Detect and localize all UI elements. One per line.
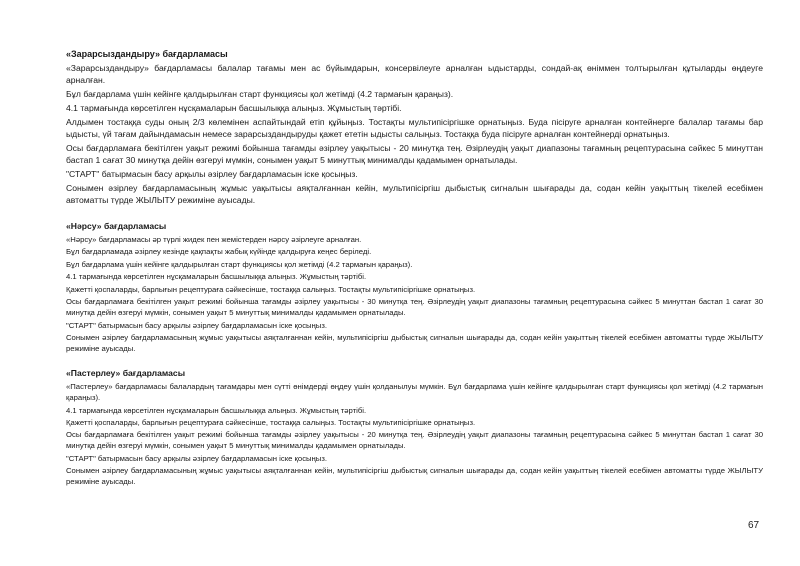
- section-pasteurization: [66, 368, 763, 487]
- paragraph: "СТАРТ" батырмасын басу арқылы әзірлеу бағдарламасын іске қосыңыз.: [66, 320, 327, 330]
- paragraph: Сонымен әзірлеу бағдарламасының жұмыс уақытысы аяқталғаннан кейін, мультипісіргіш дыбыстық сигналын шығарады да, содан кейін уақыттың тікелей есебімен автоматты түрде ЖЫЛЫТУ режиміне ауысады.: [66, 466, 763, 487]
- paragraph: Осы бағдарламаға бекітілген уақыт режимі бойынша тағамды әзірлеу уақытысы - 20 минутқа тең. Әзірлеудің уақыт диапазоны тағамның рецептурасына сәйкес 5 минуттан бастап 1 сағат 30 минутқа дейін өзгеруі мүмкін, сонымен уақыт 5 минуттық минималды қадамымен орнатылады.: [66, 430, 763, 451]
- paragraph: 4.1 тармағында көрсетілген нұсқамаларын басшылыққа алыңыз. Жұмыстың тәртібі.: [66, 103, 402, 114]
- paragraph: «Пастерлеу» бағдарламасы балалардың тағамдары мен сүтті өнімдерді өңдеу үшін қолданылуы мүмкін. Бұл бағдарлама үшін кейінге қалдырылған старт функциясы қол жетімді (4.2 тармағын қараңыз).: [66, 382, 763, 403]
- paragraph: Бұл бағдарлама үшін кейінге қалдырылған старт функциясы қол жетімді (4.2 тармағын қараңыз).: [66, 89, 454, 99]
- paragraph: 4.1 тармағында көрсетілген нұсқамаларын басшылыққа алыңыз. Жұмыстың тәртібі.: [66, 405, 367, 415]
- paragraph: «Зарарсыздандыру» бағдарламасы балалар тағамы мен ас бүйымдарын, консервілеуге арналған ыдыстарды, сондай-ақ өніммен толтырылған құтыларды өңдеуге арналған.: [66, 63, 763, 85]
- page-number: 67: [748, 520, 760, 531]
- paragraph: Бұл бағдарлама үшін кейінге қалдырылған старт функциясы қол жетімді (4.2 тармағын қараңыз).: [66, 259, 413, 269]
- paragraph: «Нәрсу» бағдарламасы әр түрлі жидек пен жемістерден нәрсу әзірлеуге арналған.: [66, 235, 362, 245]
- paragraph: Алдымен тостаққа суды оның 2/3 көлемінен аспайтындай етіп құйыңыз. Тостақты мультипісіргішке орнатыңыз. Буда пісіруге арналған контейнерге балалар тағамы бар ыдысты, үй тағам дайындамасын немесе зарарсыздандыруды қажет ететін ыдысты салыңыз. Тостаққа буда пісіруге арналған контейнерді орнатыңыз.: [66, 117, 763, 140]
- paragraph: Сонымен әзірлеу бағдарламасының жұмыс уақытысы аяқталғаннан кейін, мультипісіргіш дыбыстық сигналын шығарады да, содан кейін уақыттың тікелей есебімен автоматты түрде ЖЫЛЫТУ режиміне ауысады.: [66, 332, 763, 354]
- section-juice: [66, 221, 763, 354]
- paragraph: "СТАРТ" батырмасын басу арқылы әзірлеу бағдарламасын іске қосыңыз.: [66, 169, 358, 180]
- paragraph: "СТАРТ" батырмасын басу арқылы әзірлеу бағдарламасын іске қосыңыз.: [66, 453, 327, 463]
- paragraph: Осы бағдарламаға бекітілген уақыт режимі бойынша тағамды әзірлеу уақытысы - 30 минутқа тең. Әзірлеудің уақыт диапазоны тағамның рецептурасына сәйкес 5 минуттан бастап 1 сағат 30 минутқа дейін өзгеруі мүмкін, сонымен уақыт 5 минуттық минималды қадамымен орнатылады.: [66, 297, 763, 318]
- paragraph: Қажетті қоспаларды, барлығын рецептураға сәйкесінше, тостаққа салыңыз. Тостақты мультипісіргішке орнатыңыз.: [66, 284, 476, 294]
- document-page: [66, 38, 763, 489]
- section-title: «Пастерлеу» бағдарламасы: [66, 368, 186, 379]
- section-title: «Зарарсыздандыру» бағдарламасы: [66, 49, 228, 59]
- section-title: «Нәрсу» бағдарламасы: [66, 221, 167, 232]
- paragraph: Сонымен әзірлеу бағдарламасының жұмыс уақытысы аяқталғаннан кейін, мультипісіргіш дыбыстық сигналын шығарады да, содан кейін уақыттың тікелей есебімен автоматты түрде ЖЫЛЫТУ режиміне ауысады.: [66, 183, 763, 206]
- paragraph: Қажетті қоспаларды, барлығын рецептураға сәйкесінше, тостаққа салыңыз. Тостақты мультипісіргішке орнатыңыз.: [66, 417, 476, 427]
- paragraph: Осы бағдарламаға бекітілген уақыт режимі бойынша тағамды әзірлеу уақытысы - 20 минутқа тең. Әзірлеудің уақыт диапазоны тағамның рецептурасына сәйкес 5 минуттан бастап 1 сағат 30 минутқа дейін өзгеруі мүмкін, сонымен уақыт 5 минуттық минималды қадамымен орнатылады.: [66, 143, 763, 166]
- paragraph: 4.1 тармағында көрсетілген нұсқамаларын басшылыққа алыңыз. Жұмыстың тәртібі.: [66, 272, 367, 282]
- section-sterilization: [66, 48, 763, 207]
- paragraph: Бұл бағдарламада әзірлеу кезінде қақпақты жабық күйінде қалдыруға кеңес беріледі.: [66, 247, 372, 257]
